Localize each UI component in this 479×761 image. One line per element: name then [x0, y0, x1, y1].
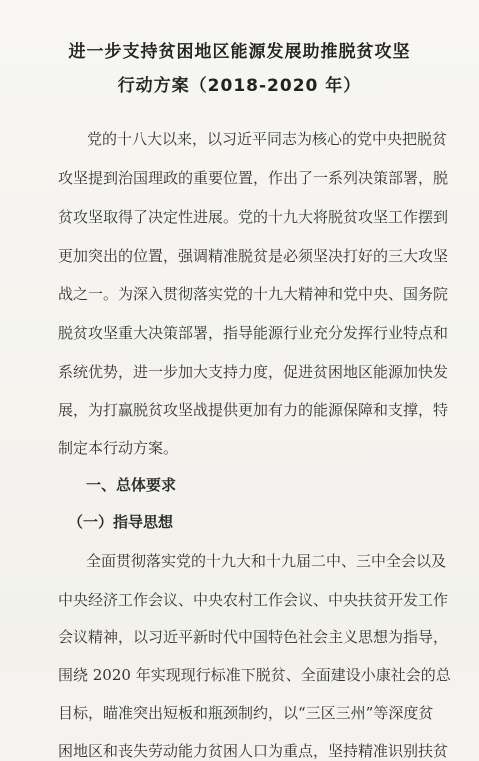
section-heading: 一、总体要求 — [86, 476, 177, 494]
paragraph-1-line: 攻坚提到治国理政的重要位置，作出了一系列决策部署，脱 — [58, 169, 449, 187]
subsection-heading: （一）指导思想 — [68, 513, 174, 531]
paragraph-2-line: 中央经济工作会议、中央农村工作会议、中央扶贫开发工作 — [58, 591, 449, 609]
paragraph-2-line: 困地区和丧失劳动能力贫困人口为重点，坚持精准识别扶贫 — [58, 742, 449, 760]
paragraph-2-line: 围绕 2020 年实现现行标准下脱贫、全面建设小康社会的总 — [58, 666, 451, 684]
paragraph-2-line: 会议精神，以习近平新时代中国特色社会主义思想为指导， — [58, 628, 449, 646]
paragraph-1-line: 战之一。为深入贯彻落实党的十九大精神和党中央、国务院 — [58, 285, 449, 303]
paragraph-1-line: 系统优势，进一步加大支持力度，促进贫困地区能源加快发 — [58, 363, 449, 381]
paragraph-1-line: 制定本行动方案。 — [58, 439, 179, 457]
paragraph-1-line: 展，为打赢脱贫攻坚战提供更加有力的能源保障和支撑，特 — [58, 401, 449, 419]
document-title-line-1: 进一步支持贫困地区能源发展助推脱贫攻坚 — [68, 42, 411, 62]
paragraph-1-line: 脱贫攻坚重大决策部署，指导能源行业充分发挥行业特点和 — [58, 324, 449, 342]
paragraph-2-line: 目标，瞄准突出短板和瓶颈制约，以“三区三州”等深度贫 — [58, 704, 434, 722]
document-title-line-2: 行动方案（2018-2020 年） — [117, 76, 362, 96]
paragraph-1-line: 贫攻坚取得了决定性进展。党的十九大将脱贫攻坚工作摆到 — [58, 208, 449, 226]
paragraph-2-line: 全面贯彻落实党的十九大和十九届二中、三中全会以及 — [86, 552, 447, 570]
paragraph-1-line: 更加突出的位置，强调精准脱贫是必须坚决打好的三大攻坚 — [58, 247, 449, 265]
paragraph-1-line: 党的十八大以来，以习近平同志为核心的党中央把脱贫 — [87, 130, 448, 148]
